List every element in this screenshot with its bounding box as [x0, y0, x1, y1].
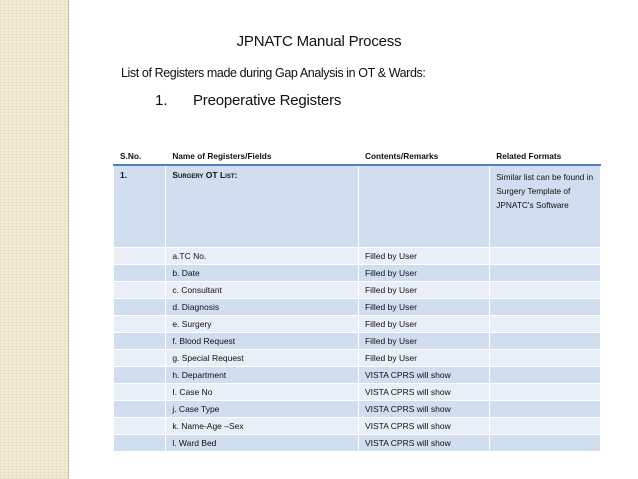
cell-related [490, 333, 601, 350]
cell-sno [114, 367, 166, 384]
cell-related [490, 265, 601, 282]
cell-remarks: Filled by User [358, 333, 489, 350]
header-name: Name of Registers/Fields [166, 148, 359, 166]
table-row [114, 282, 601, 299]
cell-sno [114, 316, 166, 333]
cell-related [490, 435, 601, 452]
cell-sno [114, 282, 166, 299]
cell-sno [114, 384, 166, 401]
cell-remarks: Filled by User [358, 265, 489, 282]
cell-related [490, 384, 601, 401]
section-number: 1. [155, 92, 168, 109]
cell-related [490, 401, 601, 418]
cell-remarks [358, 165, 489, 248]
cell-sno [114, 418, 166, 435]
cell-remarks: Filled by User [358, 282, 489, 299]
cell-name: I. Case No [166, 384, 359, 401]
header-sno: S.No. [114, 148, 166, 166]
registers-table [113, 147, 601, 452]
cell-sno [114, 299, 166, 316]
cell-sno [114, 333, 166, 350]
cell-sno [114, 265, 166, 282]
table-row [114, 350, 601, 367]
cell-related [490, 316, 601, 333]
cell-name: e. Surgery [166, 316, 359, 333]
decorative-side-strip [0, 0, 68, 479]
section-title: Preoperative Registers [193, 92, 342, 109]
side-divider [68, 0, 69, 479]
cell-name: b. Date [166, 265, 359, 282]
table-row [114, 333, 601, 350]
table-row [114, 367, 601, 384]
slide-subtitle: List of Registers made during Gap Analysis in OT & Wards: [121, 66, 426, 80]
cell-name: h. Department [166, 367, 359, 384]
table-row [114, 265, 601, 282]
cell-sno [114, 248, 166, 265]
cell-name: j. Case Type [166, 401, 359, 418]
cell-related [490, 248, 601, 265]
table-row [114, 248, 601, 265]
cell-remarks: VISTA CPRS will show [358, 384, 489, 401]
slide-title: JPNATC Manual Process [236, 33, 402, 50]
table-row [114, 316, 601, 333]
cell-name: g. Special Request [166, 350, 359, 367]
table-row [114, 384, 601, 401]
cell-remarks: Filled by User [358, 350, 489, 367]
cell-remarks: VISTA CPRS will show [358, 435, 489, 452]
table-row [114, 165, 601, 248]
table-header-row [114, 148, 601, 166]
cell-name: d. Diagnosis [166, 299, 359, 316]
cell-sno: 1. [114, 165, 166, 248]
cell-related [490, 367, 601, 384]
cell-name: k. Name-Age –Sex [166, 418, 359, 435]
cell-sno [114, 401, 166, 418]
cell-remarks: Filled by User [358, 299, 489, 316]
header-remarks: Contents/Remarks [358, 148, 489, 166]
cell-name: f. Blood Request [166, 333, 359, 350]
table-row [114, 435, 601, 452]
cell-name: a.TC No. [166, 248, 359, 265]
cell-name [166, 165, 359, 248]
cell-related: Similar list can be found in Surgery Template of JPNATC's Software [490, 165, 601, 248]
cell-name: l. Ward Bed [166, 435, 359, 452]
cell-related [490, 350, 601, 367]
cell-sno [114, 350, 166, 367]
cell-remarks: VISTA CPRS will show [358, 401, 489, 418]
cell-related [490, 282, 601, 299]
cell-related [490, 299, 601, 316]
table-row [114, 401, 601, 418]
header-related: Related Formats [490, 148, 601, 166]
cell-name: c. Consultant [166, 282, 359, 299]
table-row [114, 299, 601, 316]
table-row [114, 418, 601, 435]
cell-remarks: VISTA CPRS will show [358, 367, 489, 384]
cell-remarks: Filled by User [358, 316, 489, 333]
register-name: Surgery OT List: [172, 170, 238, 180]
cell-remarks: Filled by User [358, 248, 489, 265]
cell-sno [114, 435, 166, 452]
cell-remarks: VISTA CPRS will show [358, 418, 489, 435]
cell-related [490, 418, 601, 435]
